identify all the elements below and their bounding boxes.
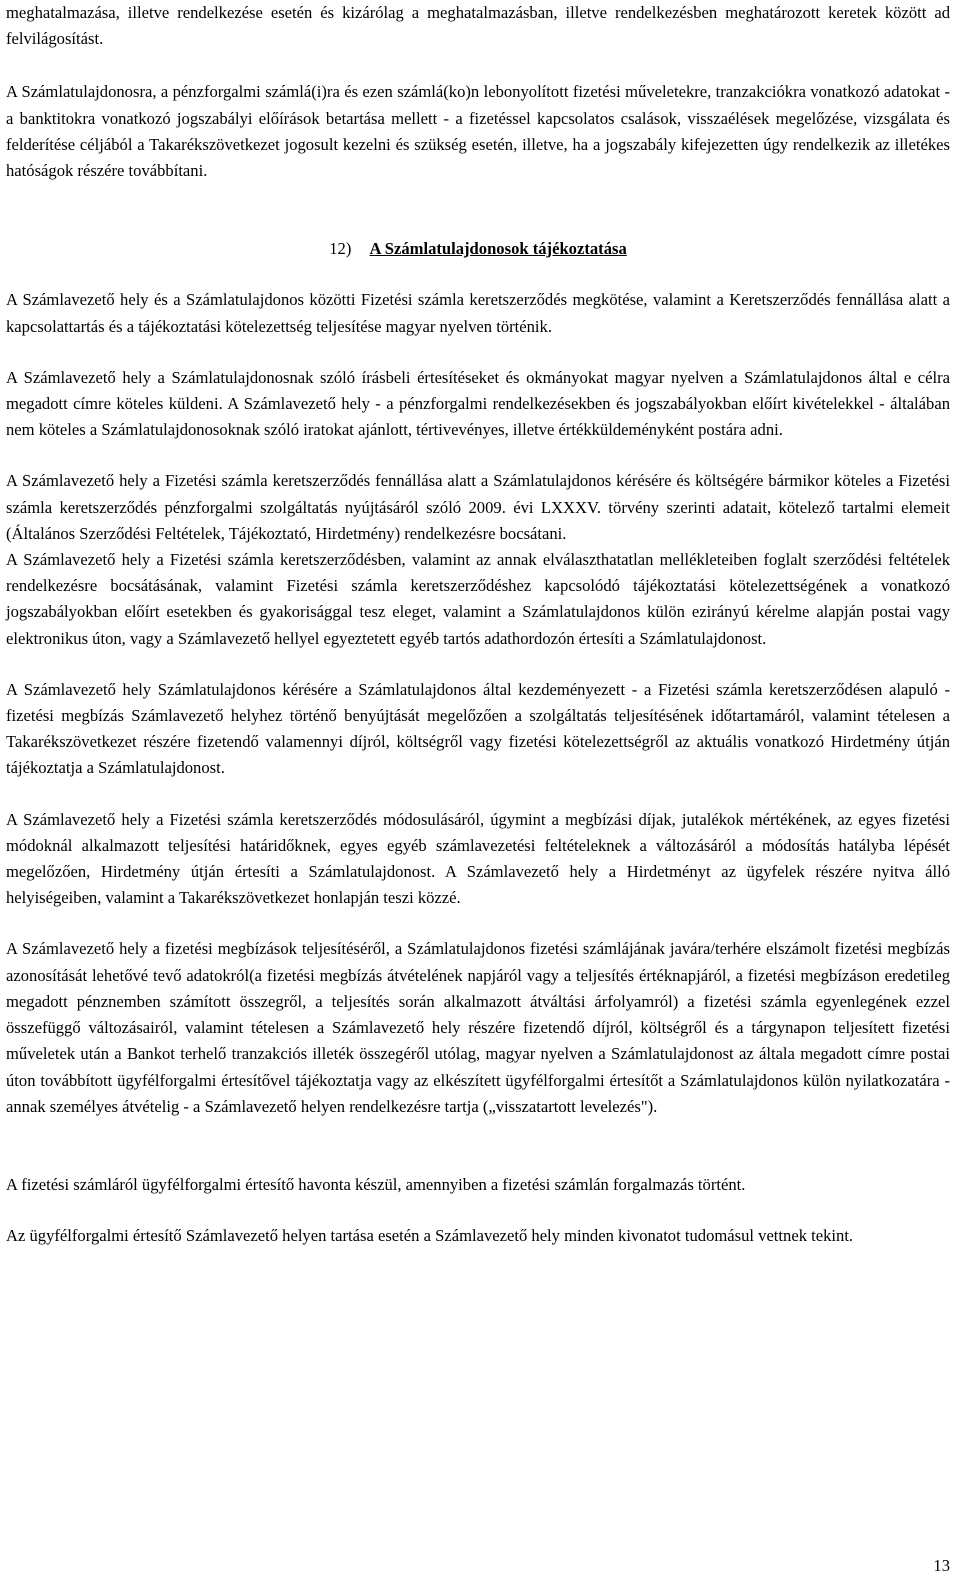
paragraph-framework-data: A Számlavezető hely a Fizetési számla keretszerződés fennállása alatt a Számlatulajdonos kérésére és költségére bármikor köteles a Fizetési számla keretszerződés pénzforgalmi szolgáltatás nyújtásáról szóló 2009. évi LXXXV. törvény szerinti adatait, kötelező tartalmi elemeit (Általános Szerződési Feltételek, Tájékoztató, Hirdetmény) rendelkezésre bocsátani. bbox=[6, 471, 950, 543]
paragraph-modifications: A Számlavezető hely a Fizetési számla keretszerződés módosulásáról, úgymint a megbízási díjak, jutalékok mértékének, az egyes fizetési módoknál alkalmazott teljesítési határidőknek, egyes egyéb számlavezetési feltételeknek a változásáról a módosítás hatályba lépését megelőzően, Hirdetmény útján értesíti a Számlatulajdonost. A Számlavezető hely a Hirdetményt az ügyfelek részére nyitva álló helyiségeiben, valamint a Takarékszövetkezet honlapján teszi közzé. bbox=[6, 809, 950, 908]
paragraph-monthly-statement: A fizetési számláról ügyfélforgalmi értesítő havonta készül, amennyiben a fizetési számlán forgalmazás történt. bbox=[6, 1174, 746, 1194]
document-page bbox=[6, 0, 950, 1249]
paragraph-statements: A Számlavezető hely a fizetési megbízások teljesítéséről, a Számlatulajdonos fizetési számlájának javára/terhére elszámolt fizetési megbízás azonosítását lehetővé tevő adatokról(a fizetési megbízás átvételének napjáról vagy a teljesítés értéknapjáról, a fizetési megbízáson eredetileg megadott pénznemben számított összegről, a teljesítés során alkalmazott átváltási árfolyamról) a fizetési számla egyenlegének ezzel összefüggő változásairól, valamint tételesen a Számlavezető hely részére fizetendő díjról, költségről és a tárgynapon teljesített fizetési műveletek után a Bankot terhelő tranzakciós illeték összegéről utólag, magyar nyelven a Számlatulajdonost az általa megadott címre postai úton továbbított ügyfélforgalmi értesítővel tájékoztatja vagy az elkészített ügyfélforgalmi értesítőt a Számlatulajdonos külön nyilatkozatára - annak személyes átvételig - a Számlavezető helyen rendelkezésre tartja („visszatartott levelezés"). bbox=[6, 939, 950, 1116]
section-number: 12) bbox=[329, 239, 352, 259]
section-heading bbox=[6, 236, 950, 262]
section-title: A Számlatulajdonosok tájékoztatása bbox=[369, 239, 627, 259]
paragraph-pre-order-info: A Számlavezető hely Számlatulajdonos kérésére a Számlatulajdonos által kezdeményezett - a Fizetési számla keretszerződésen alapuló - fizetési megbízás Számlavezető helyhez történő benyújtását megelőzően a szolgáltatás teljesítésének időtartamáról, valamint tételesen a Takarékszövetkezet részére fizetendő valamennyi díjról, költségről vagy fizetési kötelezettségről az aktuális vonatkozó Hirdetmény útján tájékoztatja a Számlatulajdonost. bbox=[6, 679, 950, 778]
paragraph-language: A Számlavezető hely és a Számlatulajdonos közötti Fizetési számla keretszerződés megkötése, valamint a Keretszerződés fennállása alatt a kapcsolattartás és a tájékoztatási kötelezettség teljesítése magyar nyelven történik. bbox=[6, 290, 950, 336]
paragraph-continuation: meghatalmazása, illetve rendelkezése esetén és kizárólag a meghatalmazásban, illetve rendelkezésben meghatározott keretek között ad felvilágosítást. bbox=[6, 3, 950, 49]
page-number: 13 bbox=[933, 1556, 950, 1575]
paragraph-data-handling: A Számlatulajdonosra, a pénzforgalmi számlá(i)ra és ezen számlá(ko)n lebonyolított fizetési műveletekre, tranzakciókra vonatkozó adatokat - a banktitokra vonatkozó jogszabályi előírások betartása mellett - a fizetéssel kapcsolatos csalások, visszaélések megelőzése, vizsgálata és felderítése céljából a Takarékszövetkezet jogosult kezelni és szükség esetén, illetve, ha a jogszabály kifejezetten úgy rendelkezik az illetékes hatóságok részére továbbítani. bbox=[6, 82, 950, 181]
paragraph-notifications: A Számlavezető hely a Számlatulajdonosnak szóló írásbeli értesítéseket és okmányokat magyar nyelven a Számlatulajdonos által e célra megadott címre köteles küldeni. A Számlavezető hely - a pénzforgalmi rendelkezésekben és jogszabályokban előírt kivételekkel - általában nem köteles a Számlatulajdonosoknak szóló iratokat ajánlott, tértivevényes, illetve értékküldeményként postára adni. bbox=[6, 367, 950, 440]
paragraph-held-statement: Az ügyfélforgalmi értesítő Számlavezető helyen tartása esetén a Számlavezető hely minden kivonatot tudomásul vettnek tekint. bbox=[6, 1226, 854, 1246]
paragraph-disclosure: A Számlavezető hely a Fizetési számla keretszerződésben, valamint az annak elválaszthatatlan mellékleteiben foglalt szerződési feltételek rendelkezésre bocsátásának, valamint Fizetési számla keretszerződéshez kapcsolódó tájékoztatási kötelezettségének a vonatkozó jogszabályokban előírt esetekben és gyakorisággal tesz eleget, valamint a Számlatulajdonos külön ezirányú kérelme alapján postai vagy elektronikus úton, vagy a Számlavezető hellyel egyeztetett egyéb tartós adathordozón értesíti a Számlatulajdonost. bbox=[6, 550, 950, 648]
